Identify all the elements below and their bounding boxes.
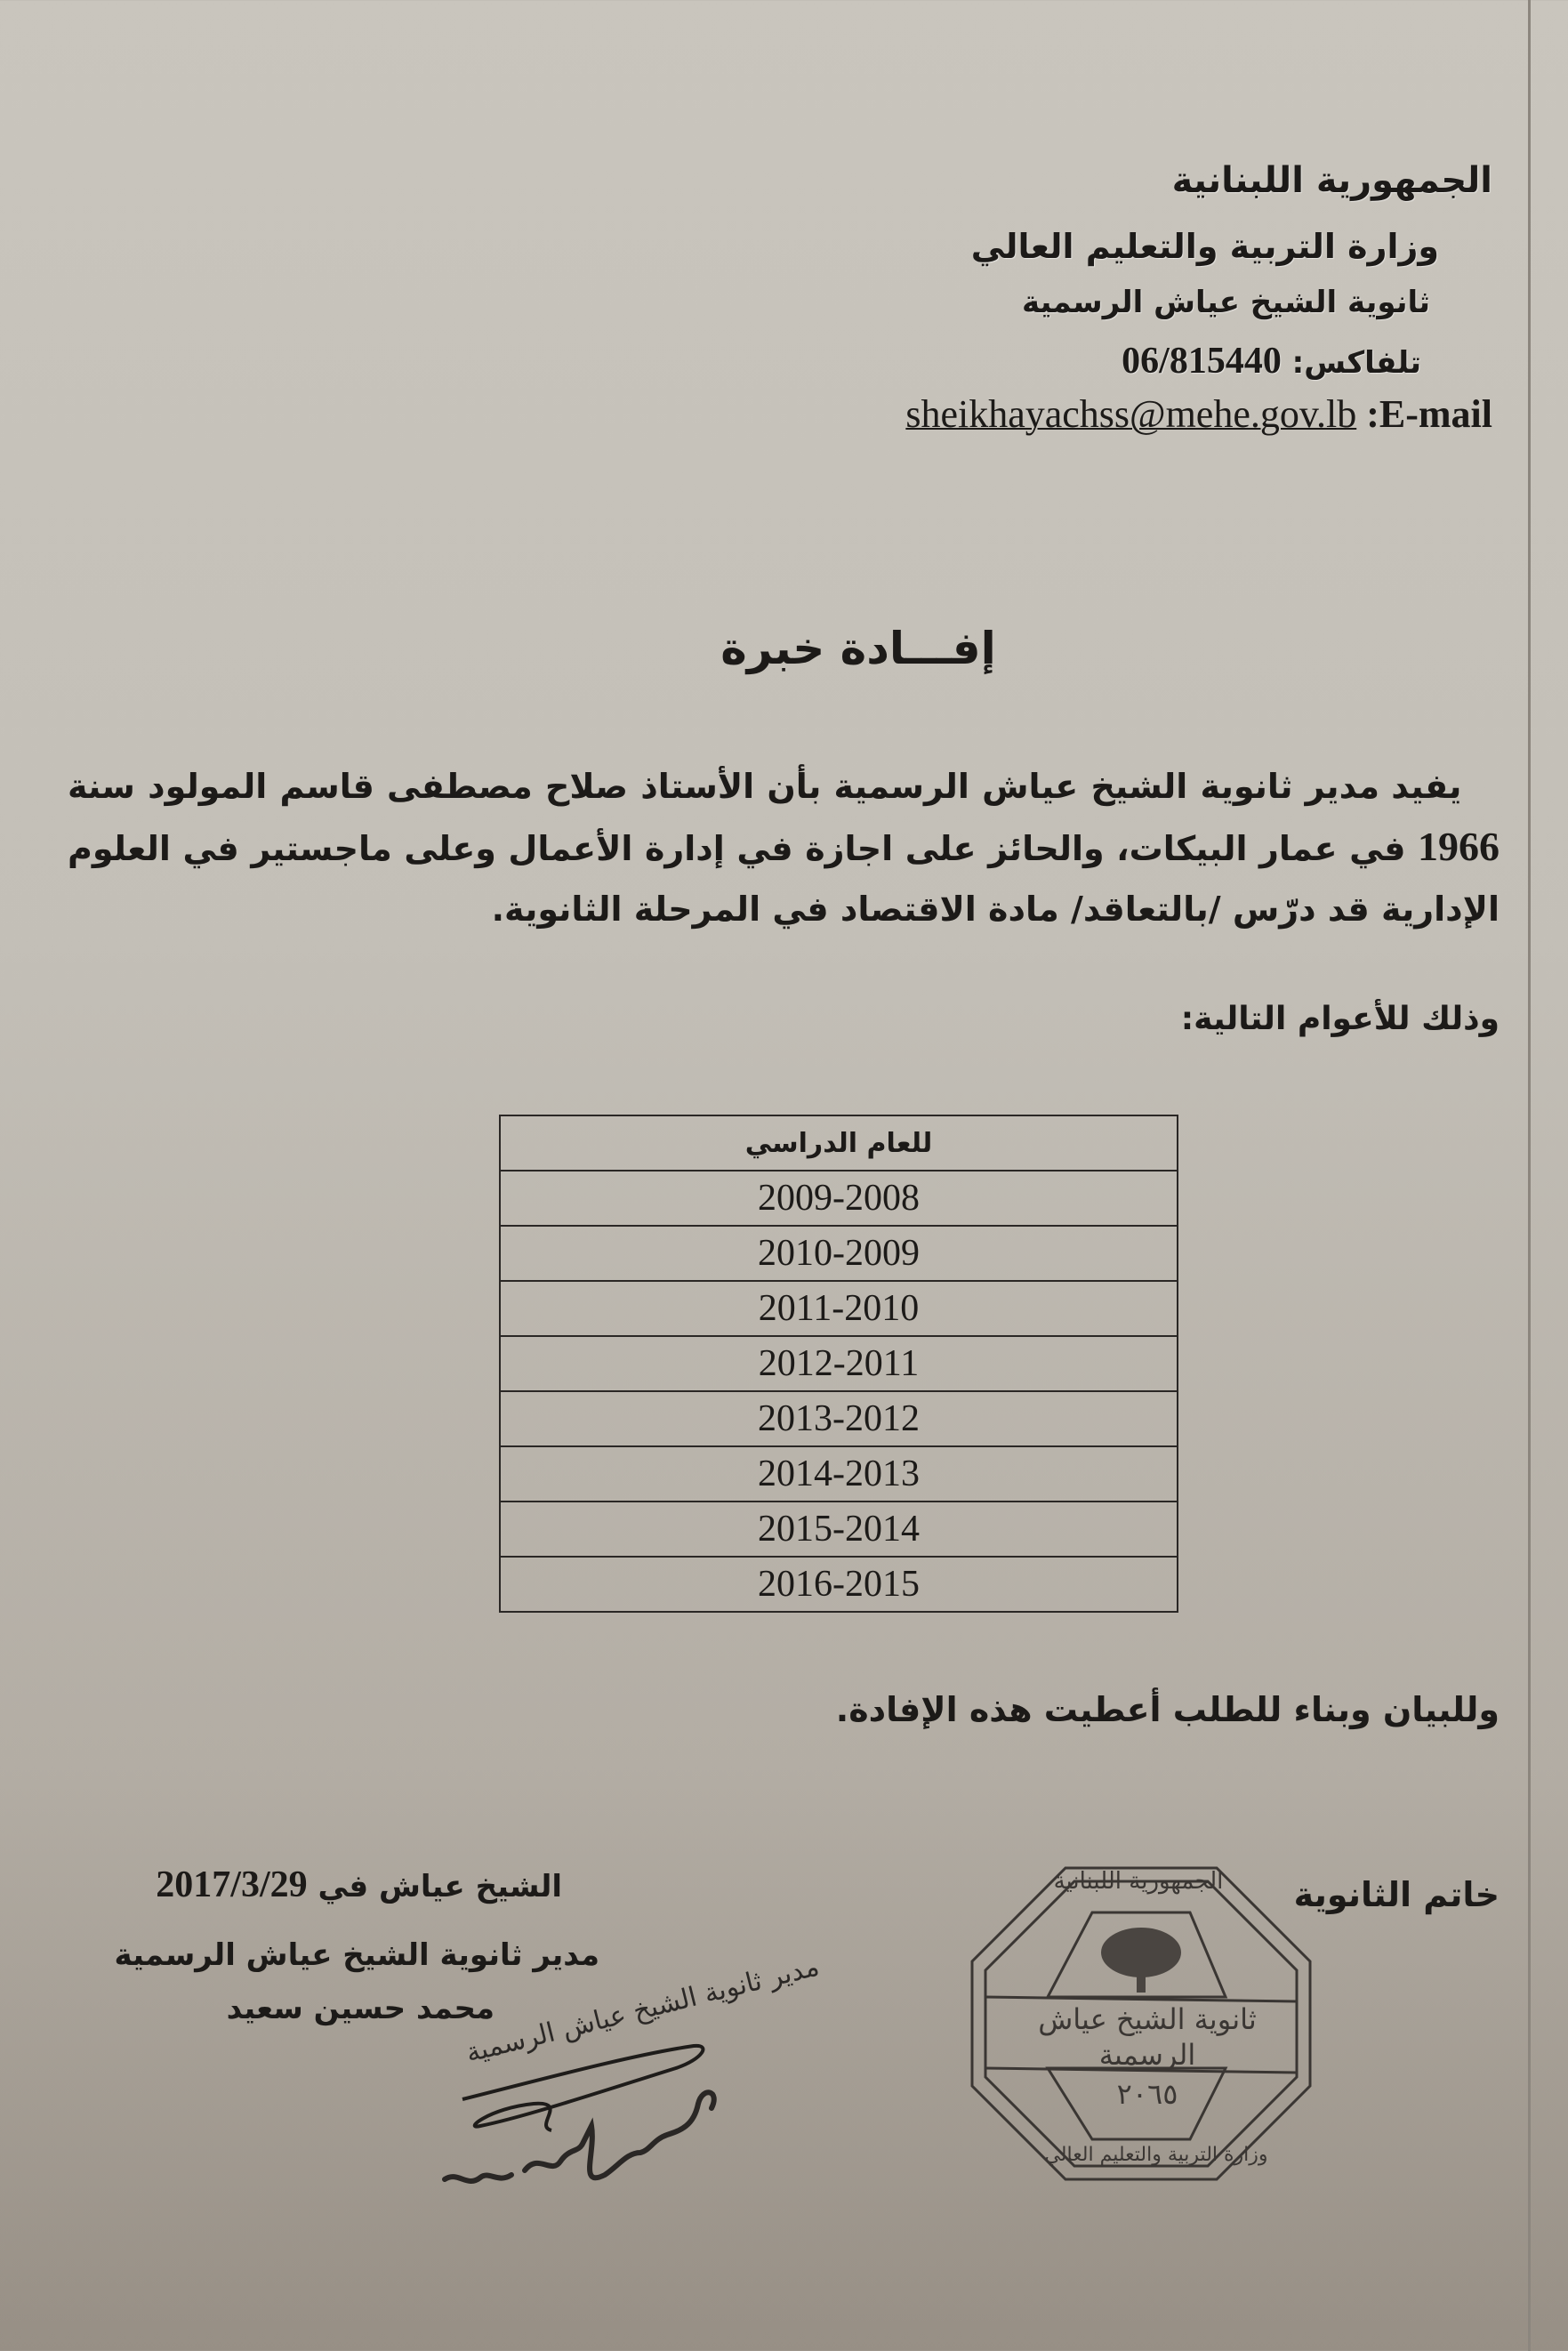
page-edge [1528,0,1531,2351]
table-row: 2012-2011 [500,1336,1178,1391]
years-table [499,1115,1178,1613]
table-row: 2014-2013 [500,1446,1178,1502]
stamp-label: خاتم الثانوية [1293,1875,1500,1914]
stamp-center-text: ثانوية الشيخ عياش الرسمية [1038,2002,1257,2072]
signature-icon [427,2019,800,2197]
stamp-top-text: الجمهورية اللبنانية [1053,1868,1224,1895]
telfax-label: تلفاكس: [1291,345,1421,381]
header-school: ثانوية الشيخ عياش الرسمية [1022,285,1430,320]
body-part-1: يفيد مدير ثانوية الشيخ عياش الرسمية بأن الأستاذ صلاح مصطفى قاسم المولود سنة [68,767,1462,806]
birth-year: 1966 [1418,824,1500,869]
years-intro: وذلك للأعوام التالية: [1180,1001,1500,1037]
signer-name: محمد حسين سعيد [226,1991,495,2026]
document-title: إفـــادة خبرة [720,623,996,674]
email-label: :E-mail [1366,392,1492,436]
signer-title: مدير ثانوية الشيخ عياش الرسمية [114,1937,599,1973]
table-row: 2013-2012 [500,1391,1178,1446]
closing-line: وللبيان وبناء للطلب أعطيت هذه الإفادة. [835,1690,1500,1729]
signature-stamp-text: مدير ثانوية الشيخ عياش الرسمية [462,1951,823,2069]
header-ministry: وزارة التربية والتعليم العالي [970,227,1439,266]
header-telfax [1122,340,1421,382]
table-row: 2011-2010 [500,1281,1178,1336]
stamp-bottom-text: وزارة التربية والتعليم العالي [1044,2144,1268,2166]
table-row: 2009-2008 [500,1171,1178,1226]
table-row: 2010-2009 [500,1226,1178,1281]
email-link[interactable]: sheikhayachss@mehe.gov.lb [905,392,1357,436]
place-date [156,1864,562,1906]
table-row: 2016-2015 [500,1557,1178,1612]
body-part-2: في عمار البيكات، والحائز على اجازة في إدارة الأعمال وعلى ماجستير في العلوم الإدارية قد درّس /بالتعاقد/ مادة الاقتصاد في المرحلة الثانوية. [68,829,1500,929]
telfax-number: 06/815440 [1122,341,1282,382]
place-label: الشيخ عياش في [318,1869,562,1904]
stamp-number: ٢٠٦٥ [1116,2077,1178,2111]
header-country: الجمهورية اللبنانية [1171,160,1492,201]
table-header: للعام الدراسي [500,1115,1178,1171]
body-paragraph [68,756,1500,939]
date: 2017/3/29 [156,1864,308,1905]
header-email [905,391,1492,437]
table-row: 2015-2014 [500,1502,1178,1557]
